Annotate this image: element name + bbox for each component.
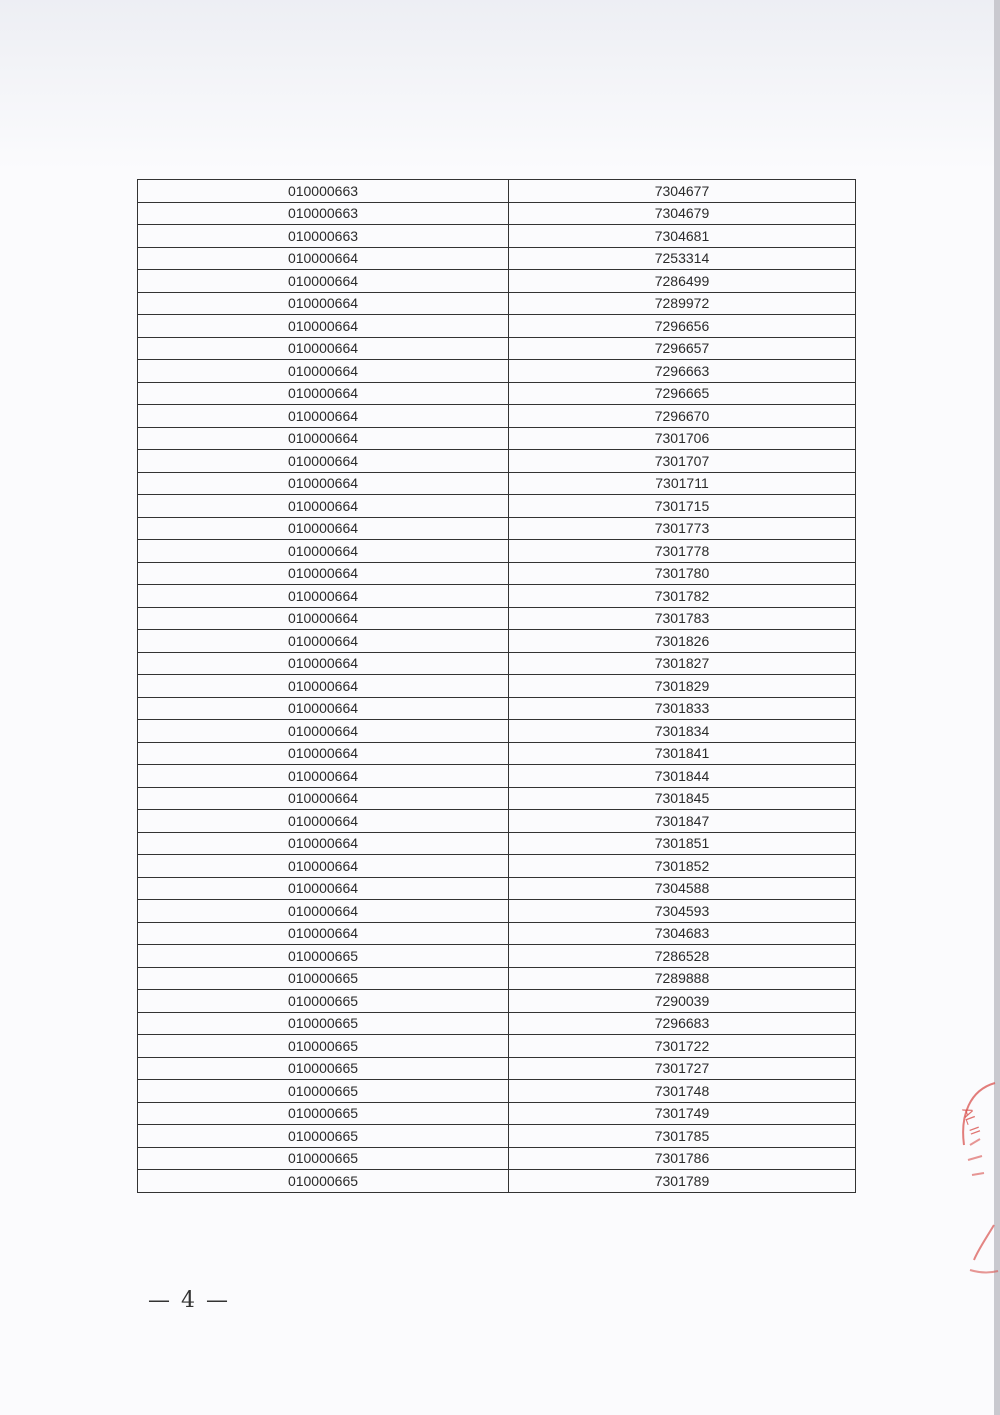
code-cell: 010000664: [138, 832, 509, 855]
number-cell: 7296663: [509, 360, 856, 383]
code-cell: 010000663: [138, 180, 509, 203]
code-cell: 010000664: [138, 337, 509, 360]
table-row: [138, 607, 856, 630]
number-cell: 7301829: [509, 675, 856, 698]
code-cell: 010000664: [138, 810, 509, 833]
number-cell: 7301827: [509, 652, 856, 675]
code-cell: 010000664: [138, 517, 509, 540]
code-cell: 010000664: [138, 855, 509, 878]
code-cell: 010000665: [138, 967, 509, 990]
scan-shading: [0, 0, 1000, 170]
code-cell: 010000664: [138, 652, 509, 675]
code-cell: 010000664: [138, 877, 509, 900]
number-cell: 7301834: [509, 720, 856, 743]
table-row: [138, 967, 856, 990]
number-cell: 7304593: [509, 900, 856, 923]
code-cell: 010000664: [138, 495, 509, 518]
table-row: [138, 472, 856, 495]
number-cell: 7296656: [509, 315, 856, 338]
number-cell: 7301852: [509, 855, 856, 878]
number-cell: 7304679: [509, 202, 856, 225]
table-row: [138, 922, 856, 945]
number-cell: 7296683: [509, 1012, 856, 1035]
table-row: [138, 1080, 856, 1103]
table-row: [138, 270, 856, 293]
code-cell: 010000665: [138, 1012, 509, 1035]
table-row: [138, 855, 856, 878]
code-cell: 010000665: [138, 1102, 509, 1125]
code-table: [137, 179, 856, 1193]
number-cell: 7301851: [509, 832, 856, 855]
table-row: [138, 1035, 856, 1058]
code-cell: 010000665: [138, 990, 509, 1013]
table-row: [138, 675, 856, 698]
code-cell: 010000664: [138, 922, 509, 945]
code-cell: 010000663: [138, 202, 509, 225]
code-table-body: [138, 180, 856, 1193]
table-row: [138, 517, 856, 540]
number-cell: 7301833: [509, 697, 856, 720]
number-cell: 7296670: [509, 405, 856, 428]
code-cell: 010000664: [138, 405, 509, 428]
table-row: [138, 337, 856, 360]
table-row: [138, 360, 856, 383]
code-cell: 010000664: [138, 675, 509, 698]
code-cell: 010000664: [138, 630, 509, 653]
number-cell: 7296665: [509, 382, 856, 405]
table-row: [138, 877, 856, 900]
table-row: [138, 787, 856, 810]
table-row: [138, 247, 856, 270]
number-cell: 7301845: [509, 787, 856, 810]
code-cell: 010000664: [138, 607, 509, 630]
code-cell: 010000664: [138, 315, 509, 338]
number-cell: 7301847: [509, 810, 856, 833]
code-cell: 010000664: [138, 360, 509, 383]
table-row: [138, 720, 856, 743]
table-row: [138, 652, 856, 675]
number-cell: 7296657: [509, 337, 856, 360]
number-cell: 7301782: [509, 585, 856, 608]
code-cell: 010000664: [138, 270, 509, 293]
table-row: [138, 540, 856, 563]
table-row: [138, 1125, 856, 1148]
number-cell: 7289972: [509, 292, 856, 315]
table-row: [138, 180, 856, 203]
table-row: [138, 427, 856, 450]
table-row: [138, 202, 856, 225]
table-row: [138, 1147, 856, 1170]
number-cell: 7301841: [509, 742, 856, 765]
table-row: [138, 562, 856, 585]
number-cell: 7301706: [509, 427, 856, 450]
code-cell: 010000664: [138, 472, 509, 495]
number-cell: 7253314: [509, 247, 856, 270]
code-cell: 010000664: [138, 382, 509, 405]
number-cell: 7301711: [509, 472, 856, 495]
code-cell: 010000664: [138, 292, 509, 315]
code-cell: 010000664: [138, 562, 509, 585]
number-cell: 7301780: [509, 562, 856, 585]
code-cell: 010000665: [138, 1080, 509, 1103]
code-cell: 010000664: [138, 450, 509, 473]
code-cell: 010000664: [138, 540, 509, 563]
number-cell: 7301826: [509, 630, 856, 653]
number-cell: 7304677: [509, 180, 856, 203]
table-row: [138, 1102, 856, 1125]
code-cell: 010000665: [138, 1057, 509, 1080]
code-cell: 010000664: [138, 427, 509, 450]
table-row: [138, 1012, 856, 1035]
table-row: [138, 225, 856, 248]
table-row: [138, 315, 856, 338]
number-cell: 7301778: [509, 540, 856, 563]
number-cell: 7301715: [509, 495, 856, 518]
number-cell: 7304681: [509, 225, 856, 248]
number-cell: 7290039: [509, 990, 856, 1013]
number-cell: 7301722: [509, 1035, 856, 1058]
table-row: [138, 810, 856, 833]
number-cell: 7286499: [509, 270, 856, 293]
table-row: [138, 405, 856, 428]
table-row: [138, 495, 856, 518]
code-cell: 010000665: [138, 1147, 509, 1170]
number-cell: 7301783: [509, 607, 856, 630]
table-row: [138, 1170, 856, 1193]
table-row: [138, 292, 856, 315]
code-cell: 010000664: [138, 585, 509, 608]
code-cell: 010000664: [138, 900, 509, 923]
page-number: — 4 —: [148, 1288, 230, 1313]
table-row: [138, 990, 856, 1013]
number-cell: 7286528: [509, 945, 856, 968]
svg-text:AL II: AL II: [959, 1104, 984, 1137]
table-row: [138, 765, 856, 788]
number-cell: 7301773: [509, 517, 856, 540]
table-row: [138, 1057, 856, 1080]
table-row: [138, 900, 856, 923]
code-cell: 010000664: [138, 247, 509, 270]
code-cell: 010000664: [138, 765, 509, 788]
table-row: [138, 382, 856, 405]
number-cell: 7301786: [509, 1147, 856, 1170]
code-cell: 010000664: [138, 720, 509, 743]
code-cell: 010000664: [138, 742, 509, 765]
number-cell: 7301749: [509, 1102, 856, 1125]
number-cell: 7301727: [509, 1057, 856, 1080]
code-cell: 010000665: [138, 1125, 509, 1148]
table-row: [138, 945, 856, 968]
number-cell: 7304683: [509, 922, 856, 945]
table-row: [138, 450, 856, 473]
number-cell: 7301748: [509, 1080, 856, 1103]
number-cell: 7301844: [509, 765, 856, 788]
number-cell: 7289888: [509, 967, 856, 990]
code-cell: 010000664: [138, 787, 509, 810]
table-row: [138, 630, 856, 653]
code-cell: 010000664: [138, 697, 509, 720]
code-cell: 010000665: [138, 1035, 509, 1058]
table-row: [138, 742, 856, 765]
code-cell: 010000665: [138, 1170, 509, 1193]
number-cell: 7301785: [509, 1125, 856, 1148]
code-cell: 010000663: [138, 225, 509, 248]
table-row: [138, 585, 856, 608]
number-cell: 7304588: [509, 877, 856, 900]
table-row: [138, 697, 856, 720]
red-seal-stamp: [950, 1075, 1000, 1285]
table-row: [138, 832, 856, 855]
number-cell: 7301707: [509, 450, 856, 473]
number-cell: 7301789: [509, 1170, 856, 1193]
code-cell: 010000665: [138, 945, 509, 968]
